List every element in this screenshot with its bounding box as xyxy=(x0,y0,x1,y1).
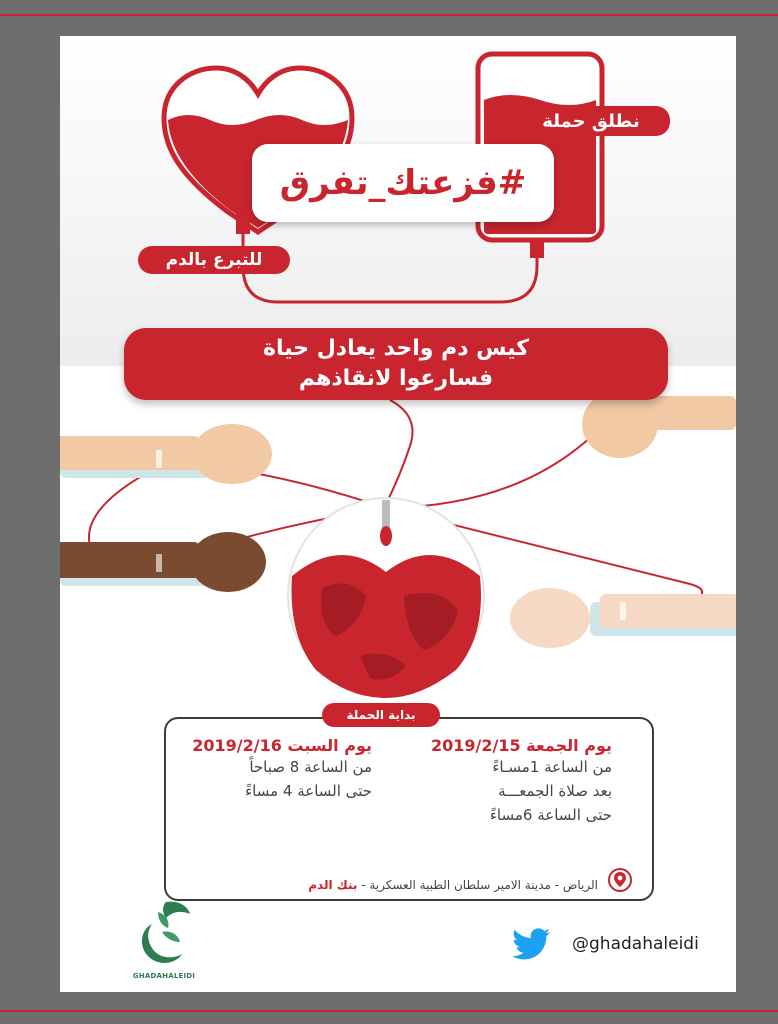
blood-donation-pill: للتبرع بالدم xyxy=(138,246,290,274)
campaign-start-tag: بداية الحملة xyxy=(322,703,440,727)
friday-schedule xyxy=(390,736,612,827)
blood-globe-icon xyxy=(288,498,484,698)
frame-line-bottom xyxy=(0,1010,778,1012)
poster xyxy=(60,36,736,992)
slogan-line-1: كيس دم واحد يعادل حياة xyxy=(262,336,530,361)
arm-lower-right-icon xyxy=(510,588,736,648)
location-text xyxy=(212,878,598,892)
friday-line-2: بعد صلاة الجمعـــة xyxy=(498,782,612,800)
location-bank: بنك الدم xyxy=(308,878,358,892)
launch-campaign-pill: نطلق حملة xyxy=(512,106,670,136)
hashtag-card xyxy=(252,144,554,222)
twitter-bird-icon[interactable] xyxy=(512,928,552,960)
hashtag-title: #فزعتك_تفرق xyxy=(279,163,527,203)
friday-line-3: حتى الساعة 6مساءً xyxy=(489,806,612,824)
arm-lower-left-icon xyxy=(60,532,266,592)
location-address: الرياض - مدينة الامير سلطان الطبية العسكرية - xyxy=(357,878,598,892)
map-pin-icon xyxy=(608,866,632,894)
saturday-line-2: حتى الساعة 4 مساءً xyxy=(245,782,372,800)
slogan-line-2: فسارعوا لانقاذهم xyxy=(298,366,494,391)
arm-upper-left-icon xyxy=(60,424,272,484)
leaf-logo-icon xyxy=(132,896,196,972)
friday-line-1: من الساعة 1مسـاءً xyxy=(492,758,612,776)
saturday-line-1: من الساعة 8 صباحاً xyxy=(249,758,372,776)
friday-heading: يوم الجمعة 2019/2/15 xyxy=(430,736,612,755)
logo-wordmark: GHADAHALEIDI xyxy=(132,972,196,980)
arm-upper-right-icon xyxy=(582,390,736,458)
slogan-banner xyxy=(124,328,668,400)
frame-line-top xyxy=(0,14,778,16)
saturday-schedule xyxy=(190,736,372,803)
twitter-handle[interactable]: @ghadahaleidi xyxy=(572,934,699,954)
saturday-heading: يوم السبت 2019/2/16 xyxy=(192,736,372,755)
